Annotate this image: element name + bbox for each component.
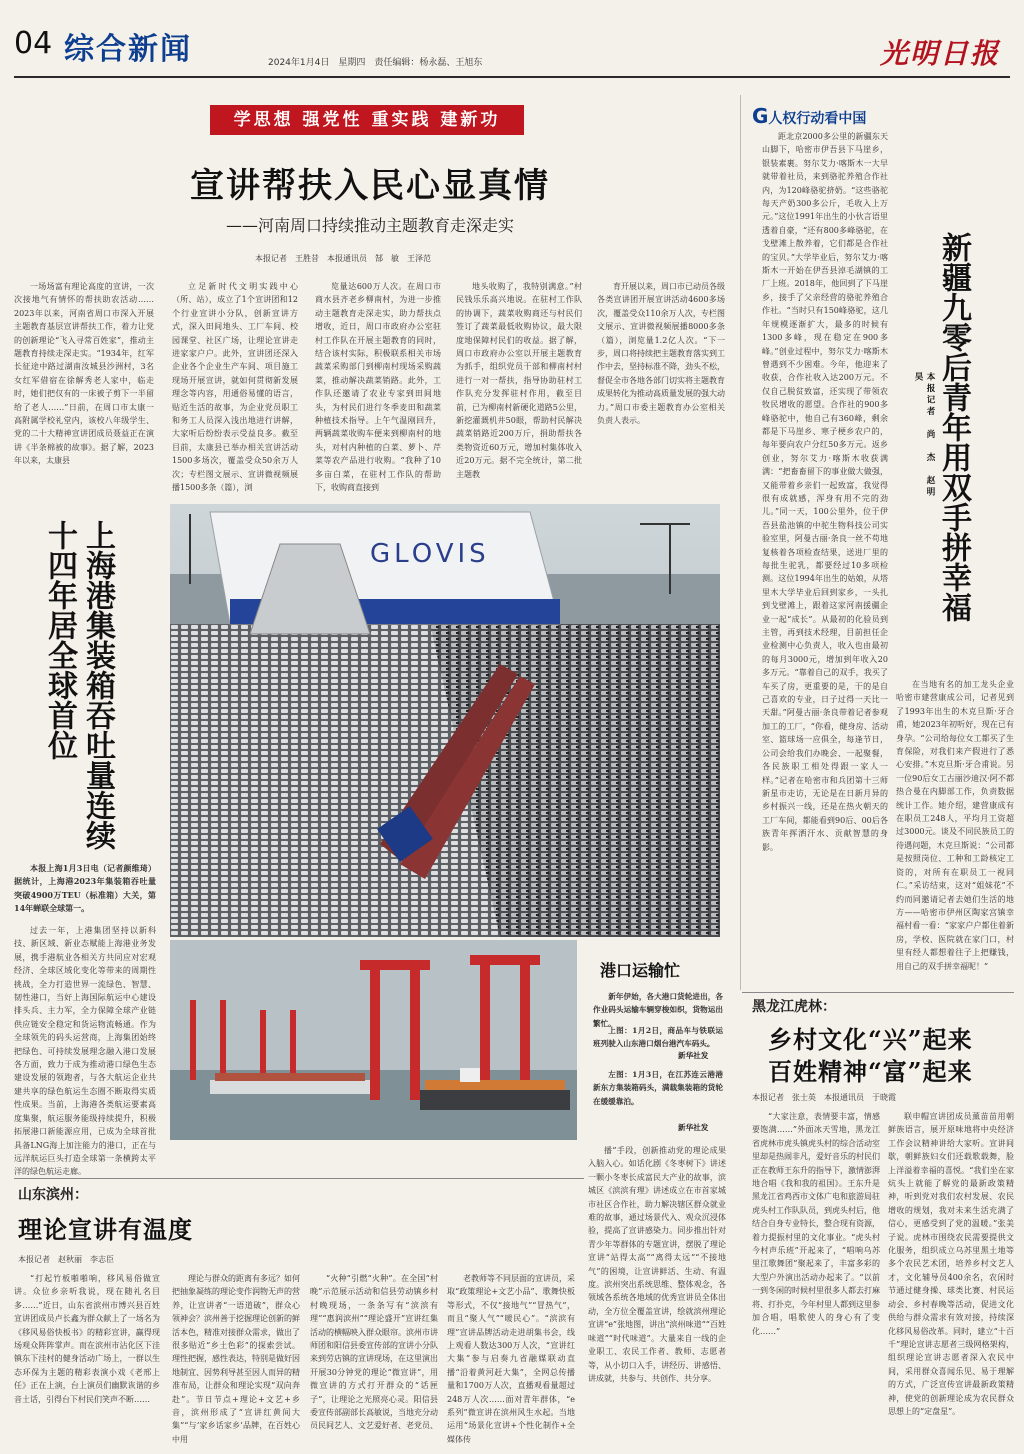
main-subhead: ——河南周口持续推动主题教育走深走实 bbox=[225, 216, 514, 235]
photo-caption-title: 港口运输忙 bbox=[600, 961, 681, 980]
ship-lettering: GLOVIS bbox=[370, 539, 490, 569]
main-col-4: 地头收购了，我特别满意。”村民钱乐乐高兴地说。在驻村工作队的协调下，蔬菜收购商还与村民们签订了蔬菜最低收购协议，最大限度地保障村民们的收益。据了解，周口市政府办公室以开展主题教育为抓手，组织党员干部和柳南村村进行一对一帮扶，指导协助驻村工作队充分发挥驻村作用，截至目前，已为柳南村新硬化道路5公里，新挖灌溉机井50眼，帮助村民解决蔬菜销路近200万斤，捐助帮扶各类物资近60万元，增加村集体收入近20万元。据不完全统计，第二批主题教 bbox=[456, 282, 582, 479]
xinjiang-col-2: 在当地有名的加工龙头企业哈密市建营康成公司，记者见到了1993年出生的木克旦斯·牙合甫，她2023年初听好，现在已有身孕。“公司给每位女工都买了生育保险，对我们来产假进行了悉心安排。”木克旦斯·牙合甫说。另一位90后女工古丽沙迪汉·阿不都热合曼在内脚部工作，负责数据统计工作。她介绍，建营康成有在职员工248人，平均月工资超过3000元。谈及不同民族员工的待遇问题，木克旦斯说：“公司都是按照岗位、工种和工龄核定工资的，对所有在职员工一视同仁。”采访结束，这对“姐妹花”不约而同邀请记者去她们生活的地方——哈密市伊州区陶家宫镇幸福村看一看：“家家户户都住着新房，学校、医院就在家门口，村里有经人都想着往子上把赚钱，用自己的双手拼幸福呢！” bbox=[896, 680, 1014, 971]
main-headline: 宣讲帮扶入民心显真情 bbox=[190, 166, 550, 206]
photo-caption-lower: 左图：1月3日，在江苏连云港港新东方集装箱码头，满载集装箱的货轮在缓缓靠泊。 bbox=[593, 1070, 723, 1106]
column-divider bbox=[740, 95, 741, 990]
shandong-headline: 理论宣讲有温度 bbox=[18, 1215, 193, 1244]
xinjiang-headline: 新疆九零后青年用双手拼幸福 bbox=[936, 232, 971, 622]
heilongjiang-headline-1: 乡村文化“兴”起来 bbox=[768, 1025, 973, 1054]
page-number: 04 bbox=[14, 26, 53, 61]
section-title: 综合新闻 bbox=[64, 32, 192, 67]
heilongjiang-headline-2: 百姓精神“富”起来 bbox=[768, 1057, 973, 1086]
shanghai-headline: 上海港集装箱吞吐量连续十四年居全球首位 bbox=[42, 520, 115, 850]
column-logo: G人权行动看中国 bbox=[752, 104, 867, 128]
header-rule bbox=[14, 76, 1010, 78]
main-col-3: 览量达600万人次。在周口市商水县齐老乡柳南村，为进一步推动主题教育走深走实，助力帮扶点增收，近日，周口市政府办公室驻村工作队在开展主题教育的同时，结合该村实际，积极联系相关市场蔬菜采购部门到柳南村现场采购蔬菜，推动解决蔬菜销路。此外，工作队还邀请了农业专家到田间地头，为村民们进行冬季麦田和蔬菜种植技术指导。上午气温刚回升，两辆蔬菜收购车便来到柳南村的地头，对村内种植的白菜、萝卜、芹菜等农产品进行收购。“我种了10多亩白菜，在驻村工作队的帮助下，收购商直接到 bbox=[315, 282, 441, 493]
photo-credit-upper: 新华社发 bbox=[678, 1051, 709, 1060]
g-logo-icon: G bbox=[752, 104, 769, 128]
heilongjiang-byline: 本报记者 张士英 本报通讯员 于晓霞 bbox=[752, 1093, 896, 1102]
theme-banner: 学思想 强党性 重实践 建新功 bbox=[210, 105, 524, 135]
shandong-col-3: “火种”引燃“火种”。在全国“村晚”示范展示活动和信县劳动镇乡村村晚现场，一条条写有“滨滨有理”“惠润滨州”“理论盛开”宣讲红集活动的横幅映入群众眼帘。滨州市讲师团和阳信县委宣传部的宣讲小分队来到劳店镇的宣讲现场，在这里演出开展30分钟党的理论“微宣讲”，用微宣讲的方式打开群众的“话匣子”，让理论之光照亮心灵。阳信县委宣传部副部长高敏说，当地充分动员民间艺人、文艺爱好者、老党员、 bbox=[310, 1274, 438, 1431]
xinjiang-col-1: 距北京2000多公里的新疆东天山脚下，哈密市伊吾县下马崖乡，银装素裹。努尔艾力·喀斯木一大早就带着社员，来到骆驼养殖合作社内，为120峰骆驼挤奶。“这些骆驼每天产奶300多公斤，毛收入上万元。”这位1991年出生的小伙言语里透着自豪，“还有800多峰骆驼，在戈壁滩上散养着，它们都是合作社的宝贝。”大学毕业后，努尔艾力·喀斯木一开始在伊吾县淖毛湖镇的工厂上班。2018年，他回到了下马崖乡，接手了父亲经营的骆驼养殖合作社。“当时只有150峰骆驼，这几年规模逐渐扩大，最多的时候有1300多峰，现在稳定在900多峰。”创业过程中，努尔艾力·喀斯木曾遇到不少困难。今年，他迎来了收获，合作社收入达200万元。不仅自己脱贫致富，还实现了带领农牧民增收的愿望。合作社的900多峰骆驼中，他自己有360峰，剩余都是下马崖乡、寒子梗乡农户的，每年要向农户分红50多万元。返乡创业，努尔艾力·喀斯木收获满满：“把畜畜留下的事业做大做强，又能带着乡亲们一起致富，我觉得很有成就感，浑身有用不完的劲儿。”同一天，100公里外，位于伊吾县盐池镇的中驼生物科技公司实验室里，阿曼古丽·条良一丝不苟地复核着各项检查结果，送进厂里的每批生驼乳，都要经过10多项检测。这位1994年出生的姑娘，从塔里木大学毕业后回到家乡，一头扎到戈壁滩上，跟着这家河南援疆企业一起“成长”。从最初的化验员到主管，再到技术经理，目前担任企业检测中心负责人，收入也由最初的每月3000元，增加到年收入20多万元。“靠着自己的双手，我买了车买了房，更重要的是，干的是自己喜欢的专业，日子过得一天比一天甜。”阿曼古丽·条良带着记者参观加工的工厂，“你看，健身房、活动室、篮球场一应俱全，每逢节日，公司会给我们办晚会、一起聚餐，各民族职工相处得跟一家人一样。”记者在哈密市和兵团第十三师新星市走访，无论是在日新月异的乡村振兴一线，还是在热火朝天的工厂车间，都能看到90后、00后各族青年挥洒汗水、贡献智慧的身影。 bbox=[762, 132, 888, 852]
xinjiang-byline: 本报记者 尚 杰 赵明昊 bbox=[913, 372, 935, 499]
heilongjiang-col-1: “大家注意，表情要丰富，情感要饱满……”外面冰天雪地，黑龙江省虎林市虎头镇虎头村的综合活动室里却是热闹非凡，爱好音乐的村民们正在教师王东升的指导下，激情澎湃地合唱《我和我的祖国》。王东升是黑龙江省鸡西市文体广电和旅游局驻虎头村工作队队员，到虎头村后，他结合自身专业特长，整合现有资源，着力提振村里的文化事业。“虎头村今村声乐班”开起来了，“唱响乌苏里江歌舞团”聚起来了，丰富多彩的大型户外演出活动办起来了。“以前一到冬闲的时候村里很多人都去打麻将、打扑克，今年村里人都到这里参加合唱，唱歌使人的身心有了变化……” bbox=[752, 1112, 880, 1336]
shandong-divider bbox=[14, 1178, 584, 1179]
heilongjiang-region: 黑龙江虎林： bbox=[752, 999, 836, 1015]
main-col-2: 立足新时代文明实践中心（所、站），成立了1个宣讲团和12个行业宣讲小分队，创新宣讲方式，深入田间地头、工厂车间、校园课堂、社区广场，让理论宣讲走进家家户户。此外，宣讲团还深入企业各个企业生产车间、项目施工现场开展宣讲，就如何贯彻新发展理念等内容，用通俗易懂的语言，贴近生活的故事，为企业党员职工和务工人员深入浅出地进行讲解，大家听后纷纷表示受益良多。截至目前，太康县已举办相关宣讲活动1500多场次，覆盖受众50余万人次；专栏图文展示、宣讲微视频展播1500多条（篇），浏 bbox=[172, 282, 298, 493]
photo-caption-intro: 新年伊始，各大港口货轮进出，各作业码头运输车辆穿梭如织，货物运出繁忙。 bbox=[593, 992, 723, 1028]
shanghai-lead: 本报上海1月3日电（记者颜维琦）据统计，上海港2023年集装箱吞吐量突破4900万TEU（标准箱）大关，第14年蝉联全球第一。 bbox=[14, 863, 156, 914]
shandong-byline: 本报记者 赵秋丽 李志臣 bbox=[18, 1255, 114, 1264]
main-col-1: 一场场富有理论高度的宣讲，一次次接地气有情怀的帮扶助农活动……2023年以来，河南省周口市深入开展主题教育基层宣讲帮扶工作，着力让党的创新理论“飞入寻常百姓家”，推动主题教育持续走深走实。“1934年，红军长征途中路过湖南汝城县沙洲村，3名女红军借宿在徐解秀老人家中，临走时，她们把仅有的一床被子剪下一半留给了老人……”日前，在周口市太康一高附属学校礼堂内，该校八年级学生、党的二十大精神宣讲团成员聂益正在演讲《半条棉被的故事》。据了解，2023年以来，太康县 bbox=[14, 282, 154, 466]
shandong-col-4: 老教师等不同层面的宣讲员，采取“政策理论+文艺小品”、歌舞快板等形式，不仅“接地气”“冒热气”，而且“聚人气”“暖民心”。“滨滨有理”宣讲品牌活动走进胡集书会，线上观看人数达300万人次，“宣讲红大集”参与启奏九省融媒联动直播“沿着黄河赶大集”，全网总传播量和1700万人次，直播观看量超过248万人次……面对青年群体，“e系列”微宣讲在滨州风生水起。当地运用“场景化宣讲+个性化制作+全媒体传 bbox=[447, 1274, 575, 1444]
shanghai-body: 过去一年，上港集团坚持以新科技、新区域、新业态赋能上海港业务发展，携手港航业各相关方共同应对宏观经济、全球区域化变化等带来的周期性挑战，全力打造世界一流绿色、智慧、韧性港口，当好上海国际航运中心建设排头兵、主力军，全力保障全球产业链供应链安全稳定和货运物流畅通。作为全球领先的码头运营商，上海集团始终把绿色、可持续发展理念融入港口发展各方面，致力于成为推动港口绿色生态建设发展的领跑者，与各大航运企业共建共享的绿色航运生态圈不断取得实质性成果。当前，上海港各类航运要素高度集聚，航运服务能级持续提升，积极拓展港口新能源应用，已成为全球首批具备LNG海上加注能力的港口，正在与远洋航运巨头打造全球第一条横跨太平洋的绿色航运走廊。 bbox=[14, 926, 156, 1177]
port-photo-lower bbox=[170, 940, 577, 1140]
section-divider bbox=[742, 992, 1014, 993]
photo-credit-lower: 新华社发 bbox=[678, 1123, 709, 1132]
issue-meta: 2024年1月4日 星期四 责任编辑：杨永磊、王旭东 bbox=[268, 58, 483, 68]
shandong-col-1: “打起竹板啪啪响，移风易俗做宣讲。众位乡亲听我说，现在随礼名目多……”近日，山东省滨州市博兴县百姓宣讲团成员卢长鑫为群众献上了一场名为《移风易俗快板书》的精彩宣讲，赢得现场观众阵阵掌声。而在滨州市沾化区下洼镇东下洼村的健身活动广场上，一群以生态环保为主题的精彩表演小戏《老邢上任》正在上演，台上演员们幽默诙谐的乡音土话，引得台下村民们笑声不断…… bbox=[14, 1274, 160, 1404]
shandong-col-5: 播”手段，创新推动党的理论成果入脑入心。如话化剧《冬枣树下》讲述一颗小冬枣长成富民大产业的故事，滨城区《滨滨有理》讲述成立在市首家城市社区合作社，助力解决辖区群众就业难的故事，通过场景代入、观众沉浸体验，提高了宣讲感染力。同步推出针对青少年等群体的专题宣讲，摆脱了理论宣讲“站得太高”“离得太远”“不接地气”的困境，让宣讲鲜活、生动、有温度。滨州突出系统思维、整体观念，各领域各系统各地域的优秀宣讲员全体出动，全方位全覆盖宣讲，绘就滨州理论宣讲“e”张地图，讲出“滨州味道”“百姓味道”“时代味道”。大量来自一线的企业职工、农民工作者、教师、志愿者等，从小切口入手，讲经历、讲感悟、讲成就，共参与、共创作、共分享。 bbox=[588, 1146, 726, 1383]
photo-caption-upper: 上图：1月2日，商品车与铁联运班列驶入山东港口烟台港汽车码头。 bbox=[593, 1026, 723, 1049]
main-col-5: 育开展以来，周口市已动员各级各类宣讲团开展宣讲活动4600多场次，覆盖受众110余万人次，专栏图文展示、宣讲微视频展播8000多条（篇），浏览量1.2亿人次。“下一步，周口将持续把主题教育落实到工作中去，坚持标准不降，劲头不松，督促全市各地各部门切实将主题教育成果转化为推动高质量发展的强大动力。”周口市委主题教育办公室相关负责人表示。 bbox=[597, 282, 725, 426]
main-byline: 本报记者 王胜昔 本报通讯员 郜 敏 王泽范 bbox=[255, 254, 431, 263]
newspaper-logo: 光明日报 bbox=[880, 37, 1001, 70]
port-photo-upper bbox=[170, 504, 720, 937]
heilongjiang-col-2: 联申帽宣讲团成员薰苗苗用朝鲜族语言，展开原味地将中央经济工作会议精神讲给大家听。宣讲间歇，朝鲜族妇女们还载歌载舞，脸上洋溢着幸福的喜悦。“我们坐在家炕头上就能了解党的最新政策精神，听到党对我们农村发展、农民增收的规划，我对未来生活充满了信心，更感受到了党的温暖。”张美子说。虎林市围绕农民需要提供文化服务，组织成立乌苏里黑土地等多个农民艺术团，培养乡村文艺人才，文化辅导员400余名，农闲时节通过健身操、球类比赛、村民运动会、乡村春晚等活动，促进文化供给与群众需求有效对接，持续深化移风易俗改革。同时，建立“十百千”理论宣讲志愿者三级网格架构，组织理论宣讲志愿者深入农民中间，采用群众喜闻乐见、易于理解的方式，广泛宣传宣讲最新政策精神，使党的创新理论成为农民群众思想上的“定盘星”。 bbox=[888, 1112, 1014, 1416]
shandong-region: 山东滨州： bbox=[18, 1187, 88, 1203]
shandong-col-2: 理论与群众的距离有多远？如何把抽象凝练的理论变作润物无声的营养，让宣讲者“一语道破”，群众心领神会？滨州善于挖掘理论创新的鲜活本色，精准对接群众需求，做出了很多贴近“乡土色彩”的探索尝试。理性把握，感性表达，特别是做好因地制宜、因势利导甚至因人而异的精准布局，让群众和理论实现“双向奔赴”。节日节点+理论+文艺+乡音，滨州形成了“宣讲红黄间大集”“与‘家乡话家乡’品牌，在百姓心中用 bbox=[172, 1274, 300, 1444]
